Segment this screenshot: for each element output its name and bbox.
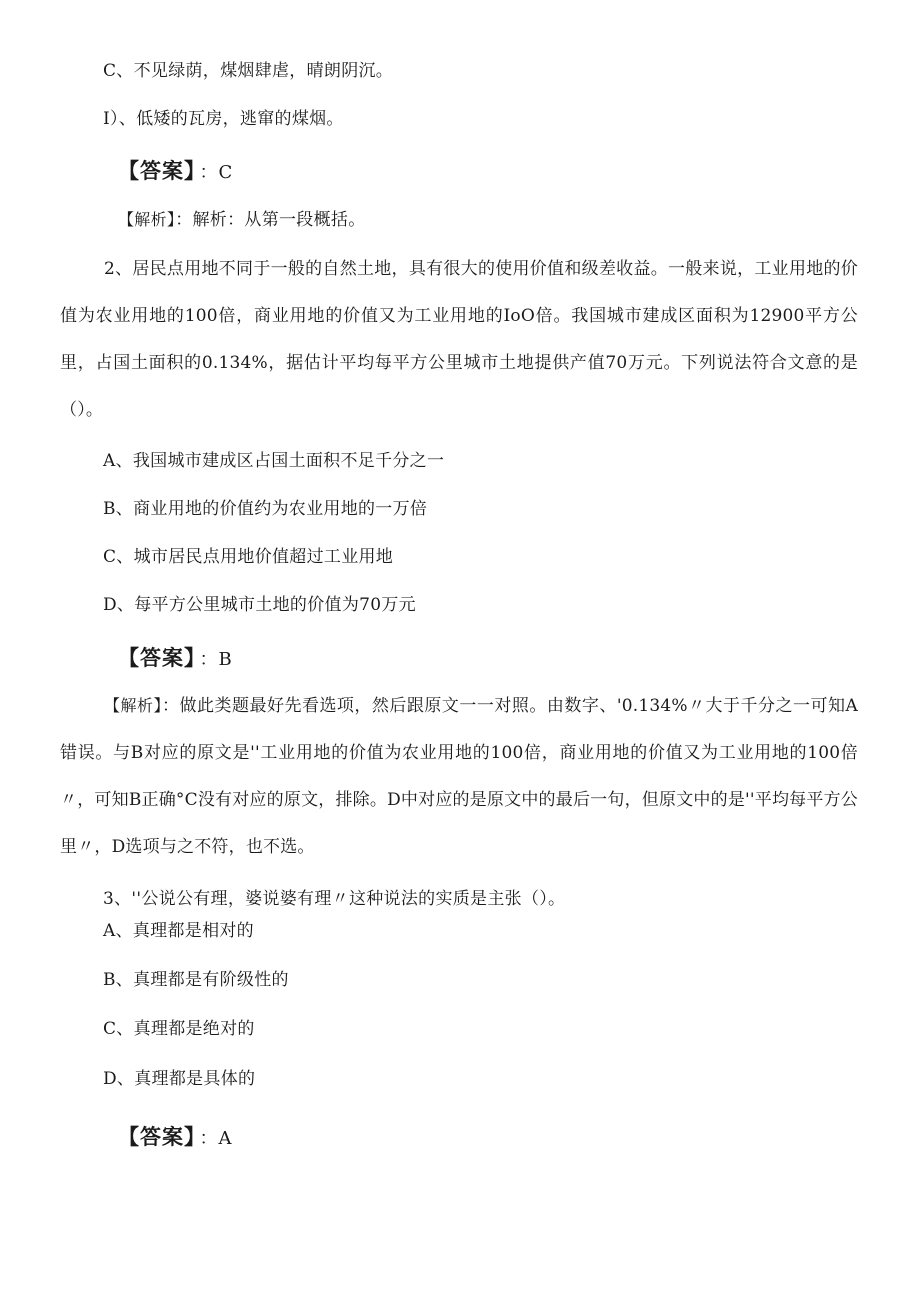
answer-label: 【答案】 [118,1125,196,1149]
answer-value: ：A [199,1128,233,1149]
q3-option-d: D、真理都是具体的 [103,1069,256,1089]
q3-stem: 3、''公说公有理，婆说婆有理〃这种说法的实质是主张（）。 [103,889,566,909]
analysis-label: 【解析】 [118,210,176,229]
q2-stem: 2、居民点用地不同于一般的自然土地，具有很大的使用价值和级差收益。一般来说，工业用地的价值为农业用地的100倍，商业用地的价值又为工业用地的IoO倍。我国城市建成区面积为12900平方公里，占国土面积的0.134%，据估计平均每平方公里城市土地提供产值70万元。下列说法符合文意的是（）。 [60,259,858,420]
analysis-text: ：解析：从第一段概括。 [175,210,366,230]
q3-option-a: A、真理都是相对的 [103,921,254,941]
q2-option-b: B、商业用地的价值约为农业用地的一万倍 [103,499,428,519]
analysis-text: ：做此类题最好先看选项，然后跟原文一一对照。由数字、'0.134%〃大于千分之一可知A错误。与B对应的原文是''工业用地的价值为农业用地的100倍，商业用地的价值又为工业用地的100倍〃，可知B正确°C没有对应的原文，排除。D中对应的是原文中的最后一句，但原文中的是''平均每平方公里〃，D选项与之不符，也不选。 [60,696,858,857]
q2-option-c: C、城市居民点用地价值超过工业用地 [103,547,394,567]
q1-option-d: I）、低矮的瓦房，逃窜的煤烟。 [103,109,344,129]
answer-value: ：C [199,162,234,183]
answer-label: 【答案】 [118,159,196,183]
q3-option-b: B、真理都是有阶级性的 [103,970,289,990]
q1-answer [118,158,233,186]
q1-analysis [118,209,366,231]
q2-option-a: A、我国城市建成区占国土面积不足千分之一 [103,451,445,471]
answer-label: 【答案】 [118,646,196,670]
q2-answer [118,645,233,673]
q2-analysis [60,682,858,871]
answer-value: ：B [199,649,233,670]
q3-option-c: C、真理都是绝对的 [103,1019,255,1039]
q1-option-c: C、不见绿荫，煤烟肆虐，晴朗阴沉。 [103,61,394,81]
q2-option-d: D、每平方公里城市土地的价值为70万元 [103,595,416,615]
analysis-label: 【解析】 [104,696,162,715]
q3-answer [118,1124,233,1152]
